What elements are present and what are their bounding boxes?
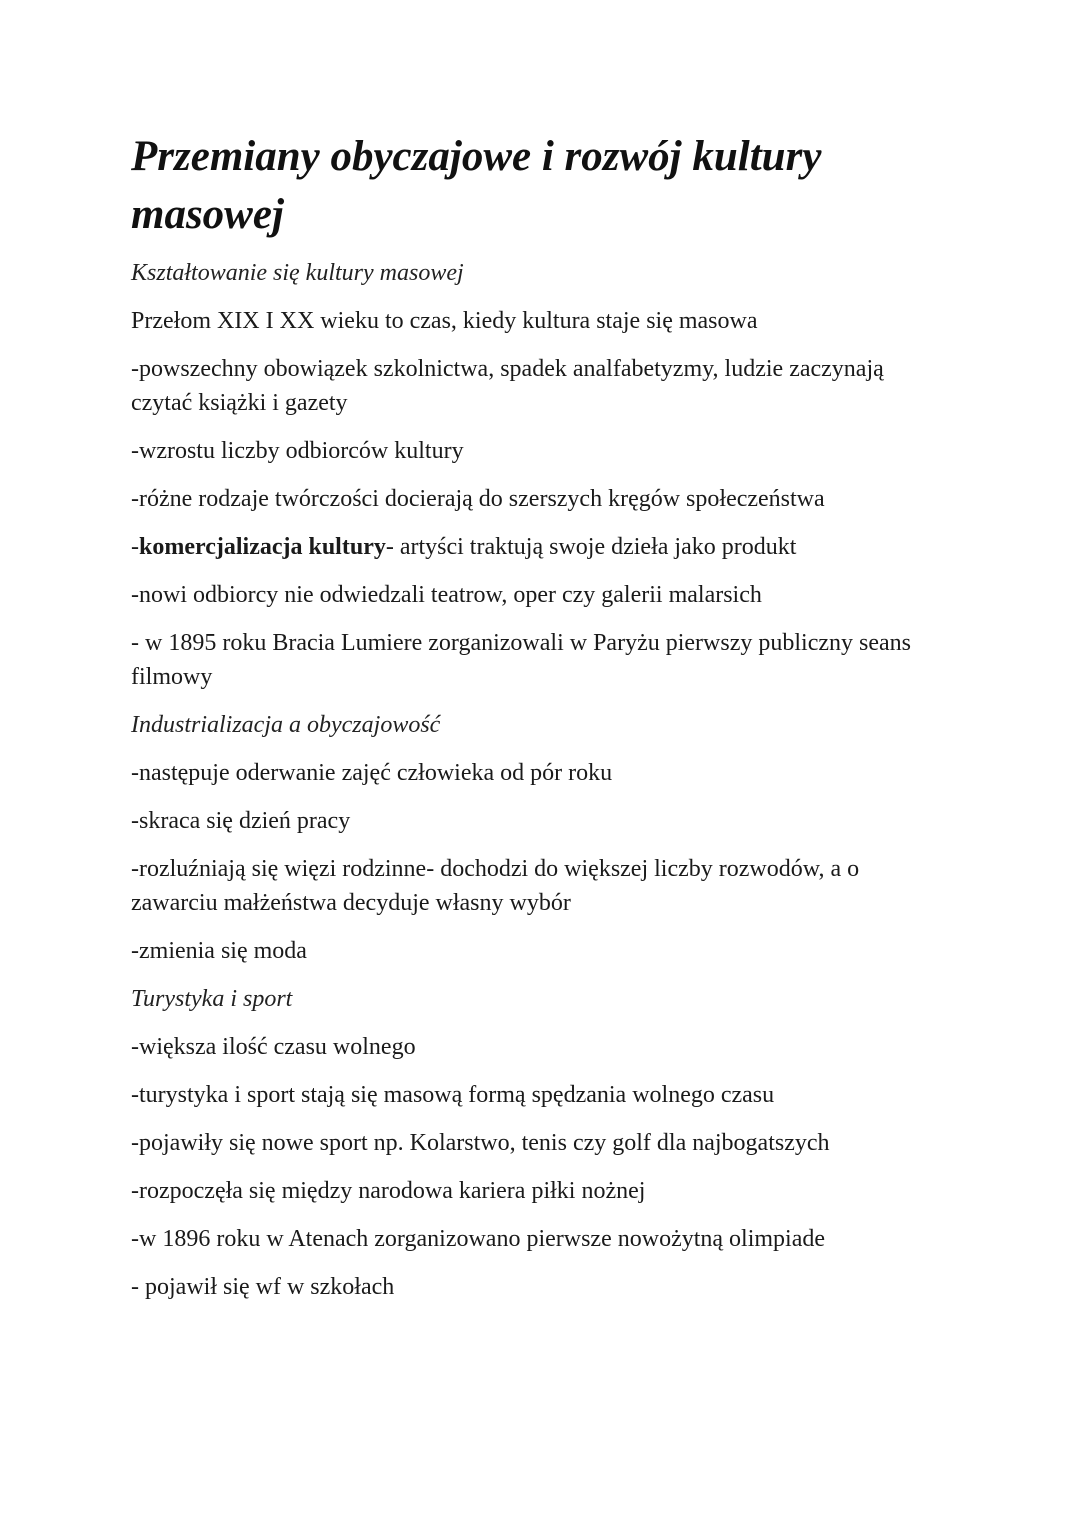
paragraph: - pojawił się wf w szkołach xyxy=(131,1274,395,1300)
paragraph: -pojawiły się nowe sport np. Kolarstwo, tenis czy golf dla najbogatszych xyxy=(131,1130,830,1156)
section-heading: Kształtowanie się kultury masowej xyxy=(131,260,464,286)
paragraph: -różne rodzaje twórczości docierają do szerszych kręgów społeczeństwa xyxy=(131,486,825,512)
paragraph: -turystyka i sport stają się masową formą spędzania wolnego czasu xyxy=(131,1082,775,1108)
commercialization-paragraph xyxy=(131,530,951,564)
section-heading: Turystyka i sport xyxy=(131,986,293,1012)
section-heading: Industrializacja a obyczajowość xyxy=(131,712,441,738)
document-page xyxy=(131,128,951,1318)
paragraph: - w 1895 roku Bracia Lumiere zorganizowali w Paryżu pierwszy publiczny seans filmowy xyxy=(131,630,911,690)
paragraph: -powszechny obowiązek szkolnictwa, spadek analfabetyzmy, ludzie zaczynają czytać książki i gazety xyxy=(131,356,884,416)
paragraph: -rozpoczęła się między narodowa kariera piłki nożnej xyxy=(131,1178,646,1204)
paragraph: -następuje oderwanie zajęć człowieka od pór roku xyxy=(131,760,613,786)
paragraph: -w 1896 roku w Atenach zorganizowano pierwsze nowożytną olimpiade xyxy=(131,1226,826,1252)
bullet-dash: - xyxy=(131,534,139,560)
paragraph: -wzrostu liczby odbiorców kultury xyxy=(131,438,464,464)
bold-term: komercjalizacja kultury xyxy=(139,534,386,560)
paragraph: -rozluźniają się więzi rodzinne- dochodzi do większej liczby rozwodów, a o zawarciu małżeństwa decyduje własny wybór xyxy=(131,856,860,916)
term-description: - artyści traktują swoje dzieła jako produkt xyxy=(385,534,797,560)
paragraph: -większa ilość czasu wolnego xyxy=(131,1034,416,1060)
paragraph: -skraca się dzień pracy xyxy=(131,808,351,834)
page-title: Przemiany obyczajowe i rozwój kultury masowej xyxy=(131,133,822,238)
paragraph: Przełom XIX I XX wieku to czas, kiedy kultura staje się masowa xyxy=(131,308,758,334)
paragraph: -zmienia się moda xyxy=(131,938,307,964)
paragraph: -nowi odbiorcy nie odwiedzali teatrow, oper czy galerii malarsich xyxy=(131,582,762,608)
